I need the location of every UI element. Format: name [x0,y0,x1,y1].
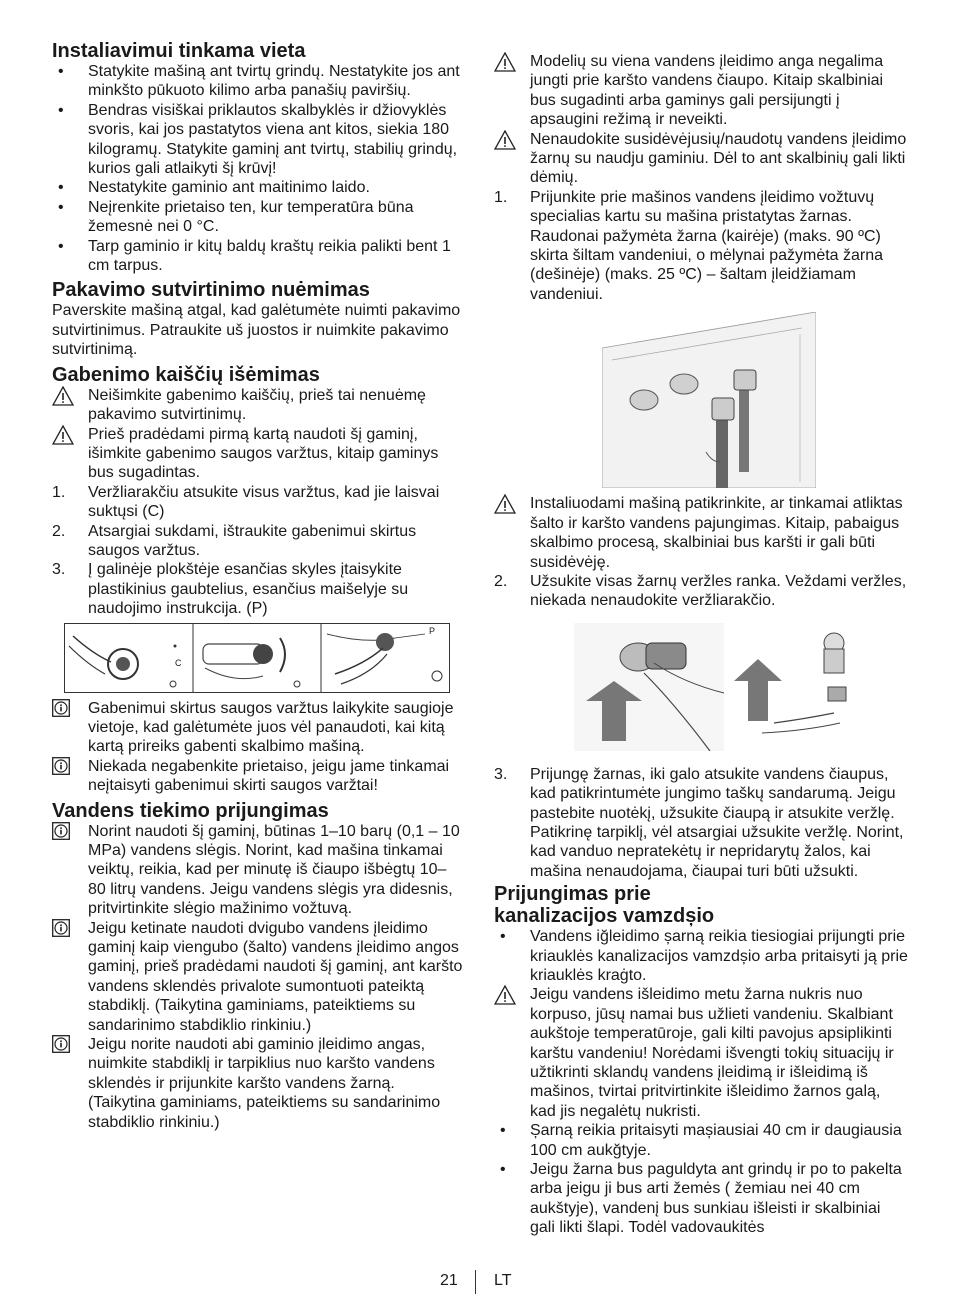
warning-text: Jeigu vandens išleidimo metu žarna nukris nuo korpuso, jūsų namai bus užlieti vandeniu. Skalbiant aukštoje temperatūroje, gali kilti pavojus apsiplikinti karštu vandeniu! Norėdami išvengti tokių situacijų ir užtikrinti sklandų vandens įleidimą ir išleidimą iš mašinos, tvirtai pritvirtinkite išleidimo žarnos galą, kad jis negalėtų nukristi. [530,986,894,1120]
bullet-mark: • [500,928,506,946]
bullet-mark: • [58,63,64,80]
numbered-item [494,765,908,881]
list-text: Tarp gaminio ir kitų baldų kraštų reikia palikti bent 1 cm tarpus. [88,237,451,275]
packaging-paragraph: Paverskite mašiną atgal, kad galėtumėte nuimti pakavimo sutvirtinimus. Patraukite uš juostos ir nuimkite pakavimo sutvirtinimą. [52,302,461,359]
heading-line-2: kanalizacijos vamzdșio [494,905,715,928]
figure-label-p: P [429,625,436,636]
warning-triangle-icon [52,425,74,445]
step-text: Prijungę žarnas, iki galo atsukite vandens čiaupus, kad patikrintumėte jungimo taškų sandarumą. Jeigu pastebite nuotėkį, užsukite čiaupą ir atsukite veržlę. Patikrinę tarpiklį, vėl atsargiai užsukite veržlę. Norint, kad vanduo nepratekėtų ir nepridarytų žalos, kai mašina nenaudojama, čiaupai turi būti užsukti. [530,765,904,880]
warning-triangle-icon [52,386,74,406]
hand-tighten-illustration [534,623,848,751]
info-icon [52,757,70,775]
info-note [52,1035,464,1132]
info-text: Niekada negabenkite prietaiso, jeigu jame tinkamai neįtaisyti gabenimui skirti saugos varžtai! [88,757,450,795]
list-item [494,927,908,985]
language-code: LT [494,1272,512,1289]
numbered-item [52,560,464,618]
list-text: Neįrenkite prietaiso ten, kur temperatūra būna žemesnė nei 0 °C. [88,198,414,236]
figure-label-c: C [175,657,182,668]
heading-transport-bolts: Gabenimo kaiščių išėmimas [52,363,320,386]
numbered-item [52,522,464,561]
heading-water-supply: Vandens tiekimo prijungimas [52,799,329,822]
heading-line-1: Prijungimas prie [494,883,651,906]
list-text: Bendras visiškai priklautos skalbyklės ir džiovyklės svoris, kai jos pastatytos viena ant kitos, siekia 180 kilogramų. Statykite gaminį ant tvirtų, stabilių grindų, kurios gali atlaikyti šį krūvį! [88,101,458,178]
step-text: Užsukite visas žarnų veržles ranka. Veždami veržles, niekada nenaudokite veržliarakčio. [530,572,907,610]
list-text: Statykite mašiną ant tvirtų grindų. Nestatykite jos ant minkšto pūkuoto kilimo arba panašių paviršių. [88,63,460,100]
list-item [52,62,464,101]
info-text: Gabenimui skirtus saugos varžtus laikykite saugioje vietoje, kad galėtumėte juos vėl panaudoti, kai kitą kartą prireiks gabenti skalbimo mašiną. [88,699,454,756]
info-text: Jeigu ketinate naudoti dvigubo vandens įleidimo gaminį kaip viengubo (šalto) vandens įleidimo angos gaminį, prieš pradėdami naudoti šį gaminį, ant karšto vandens sklendės privalote sumontuoti pateiktą stabdiklį. (Taikytina gaminiams, pateiktiems su sandarinimo stabdiklio rinkiniu.) [88,919,463,1034]
numbered-item [494,188,908,304]
inlet-valves-illustration [602,312,816,488]
footer-divider [475,1270,476,1294]
step-number: 1. [494,188,508,206]
list-item [52,101,464,179]
list-text: Nestatykite gaminio ant maitinimo laido. [88,179,370,197]
step-number: 2. [52,522,66,540]
heading-installation-place: Instaliavimui tinkama vieta [52,40,306,62]
info-text: Jeigu norite naudoti abi gaminio įleidimo angas, nuimkite stabdiklį ir tarpiklius nuo karšto vandens sklendės ir prijunkite karšto vandens žarną. (Taikytina gaminiams, pateiktiems su sandarinimo stabdiklio rinkiniu.) [88,1036,441,1131]
bullet-mark: • [500,1122,506,1140]
info-note [52,919,464,1035]
heading-packaging-removal: Pakavimo sutvirtinimo nuėmimas [52,279,370,302]
warning-note [494,985,908,1121]
warning-text: Neišimkite gabenimo kaiščių, prieš tai nenuėmę pakavimo sutvirtinimų. [88,386,426,424]
warning-text: Nenaudokite susidėvėjusių/naudotų vandens įleidimo žarnų su naudju gaminiu. Dėl to ant skalbinių gali likti dėmių. [530,130,907,187]
info-icon [52,1035,70,1053]
water-inlet-figure [602,312,816,488]
list-item [52,178,464,197]
step-text: Atsargiai sukdami, ištraukite gabenimui skirtus saugos varžtus. [88,522,417,559]
warning-text: Modelių su viena vandens įleidimo anga negalima jungti prie karšto vandens čiaupo. Kitaip skalbiniai bus sugadinti arba gaminys gali persijungti į apsaugini režimą ir neveikti. [530,53,884,129]
step-number: 3. [494,765,508,783]
info-note [52,757,464,796]
right-column [494,52,908,1238]
hose-nut-figure [534,623,848,751]
list-text: Șarną reikia pritaisyti mașiausiai 40 cm ir daugiausia 100 cm aukğtyje. [530,1122,902,1159]
info-icon [52,699,70,717]
left-column [52,40,464,1132]
warning-note [494,494,908,572]
warning-triangle-icon [494,985,516,1005]
warning-note [494,130,908,188]
page-number: 21 [440,1272,458,1289]
list-item [494,1121,908,1160]
info-text: Norint naudoti šį gaminį, būtinas 1–10 barų (0,1 – 10 MPa) vandens slėgis. Norint, kad mašina tinkamai veiktų, reikia, kad per minutę iš čiaupo išbėgtų 10–80 litrų vandens. Jeigu vandens slėgis yra didesnis, pritvirtinkite slėgio mažinimo vožtuvą. [88,822,460,918]
step-text: Prijunkite prie mašinos vandens įleidimo vožtuvų specialias kartu su mašina pristatytas žarnas. Raudonai pažymėta žarna (kairėje) (maks. 90 ºC) skirta šiltam vandeniui, o mėlynai pažymėta žarna (dešinėje) (maks. 25 ºC) – šaltam įleidžiamam vandeniui. [530,188,884,303]
step-number: 1. [52,483,66,501]
bolt-removal-illustration [65,624,449,692]
numbered-item [494,572,908,611]
warning-triangle-icon [494,130,516,150]
step-text: Veržliarakčiu atsukite visus varžtus, kad jie laisvai suktųsi (C) [88,483,440,521]
info-note [52,699,464,757]
bullet-mark: • [500,1161,506,1179]
warning-triangle-icon [494,494,516,514]
info-note [52,822,464,919]
warning-note [52,425,464,483]
list-text: Vandens iğleidimo șarną reikia tiesiogiai prijungti prie kriauklės kanalizacijos vamzdșio arba pritaisyti ją prie kriauklės kraġto. [530,928,908,984]
list-item [52,237,464,276]
warning-triangle-icon [494,52,516,72]
bullet-mark: • [58,179,64,197]
transport-bolts-figure [64,623,450,693]
warning-note [52,386,464,425]
numbered-item [52,483,464,522]
info-icon [52,919,70,937]
step-number: 3. [52,561,66,579]
warning-text: Prieš pradėdami pirmą kartą naudoti šį gaminį, išimkite gabenimo saugos varžtus, kitaip gaminys bus sugadintas. [88,425,439,482]
step-text: Į galinėje plokštėje esančias skyles įtaisykite plastikinius gaubtelius, esančius maišelyje su naudojimo instrukcija. (P) [88,561,409,618]
list-text: Jeigu žarna bus paguldyta ant grindų ir po to pakelta arba jeigu ji bus arti žemės ( žemiau nei 40 cm aukštyje), vandenį bus sunkiau išleisti ir skalbiniai gali likti šlapi. Todėl vadovaukitės [530,1161,902,1237]
bullet-mark: • [58,101,64,119]
heading-drain-connection [494,883,908,927]
info-icon [52,822,70,840]
page-footer [0,1270,954,1296]
step-number: 2. [494,572,508,590]
bullet-mark: • [58,198,64,216]
warning-text: Instaliuodami mašiną patikrinkite, ar tinkamai atliktas šalto ir karšto vandens pajungimas. Kitaip, pabaigus skalbimo procesą, skalbiniai bus karšti ir gali būti susidėvėję. [530,495,903,571]
list-item [494,1160,908,1238]
warning-note [494,52,908,130]
list-item [52,198,464,237]
bullet-mark: • [58,237,64,255]
